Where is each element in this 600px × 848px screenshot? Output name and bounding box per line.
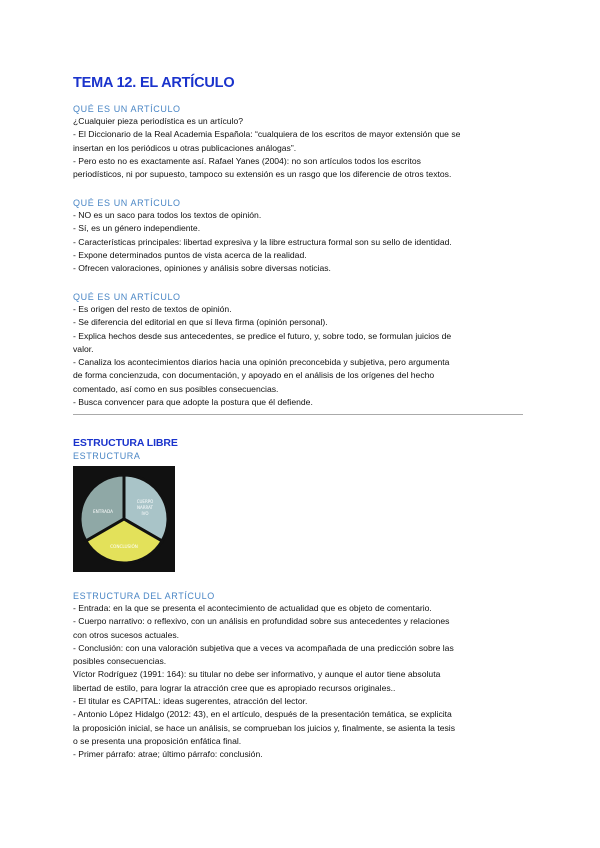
section-line: - Canaliza los acontecimientos diarios hacia una opinión preconcebida y subjetiva, pero argumenta [73, 357, 450, 368]
section-que-es-1 [73, 103, 533, 181]
section-heading: QUÉ ES UN ARTÍCULO [73, 198, 181, 208]
section-line: - Antonio López Hidalgo (2012: 43), en el artículo, después de la presentación temática, se explicita [73, 709, 452, 720]
section-line: con otros sucesos actuales. [73, 629, 180, 640]
section-line: Víctor Rodríguez (1991: 164): su titular no debe ser informativo, y aunque el autor tiene absoluta [73, 669, 441, 680]
structure-subtitle: ESTRUCTURA [73, 451, 141, 461]
diagram-label-entrada: ENTRADA [93, 509, 113, 514]
section-divider [73, 414, 523, 415]
section-line: libertad de estilo, para lograr la atracción cree que es apropiado recursos originales.. [73, 682, 396, 693]
section-heading: ESTRUCTURA DEL ARTÍCULO [73, 591, 215, 601]
section-que-es-2 [73, 197, 533, 275]
section-line: - Se diferencia del editorial en que sí lleva firma (opinión personal). [73, 317, 328, 328]
section-heading: QUÉ ES UN ARTÍCULO [73, 292, 181, 302]
section-line: periodísticos, ni por supuesto, tampoco su extensión es un rasgo que los diferencie de otros textos. [73, 169, 452, 180]
section-line: - NO es un saco para todos los textos de opinión. [73, 210, 262, 220]
section-line: insertan en los periódicos u otras publicaciones análogas”. [73, 142, 297, 153]
section-line: valor. [73, 343, 94, 354]
section-line: - Explica hechos desde sus antecedentes, se predice el futuro, y, sobre todo, se formulan juicios de [73, 330, 452, 341]
section-line: - El titular es CAPITAL: ideas sugerentes, atracción del lector. [73, 696, 308, 707]
section-line: ¿Cualquier pieza periodística es un artículo? [73, 116, 244, 126]
section-que-es-3 [73, 291, 533, 409]
structure-title: ESTRUCTURA LIBRE [73, 437, 178, 449]
structure-pie-diagram [73, 466, 175, 572]
section-line: posibles consecuencias. [73, 656, 167, 667]
section-line: - El Diccionario de la Real Academia Española: “cualquiera de los escritos de mayor extensión que se [73, 129, 461, 140]
section-line: - Primer párrafo: atrae; último párrafo: conclusión. [73, 749, 263, 760]
section-line: comentado, así como en sus posibles consecuencias. [73, 383, 279, 394]
diagram-label-cuerpo-1: CUERPO [136, 499, 154, 504]
diagram-label-cuerpo-2: NARRAT [137, 505, 153, 510]
diagram-label-cuerpo-3: IVO [141, 511, 149, 516]
section-line: - Sí, es un género independiente. [73, 223, 201, 234]
section-line: la proposición inicial, se hace un análisis, se comprueban los juicios y, finalmente, se asienta la tesis [73, 722, 455, 733]
section-line: - Expone determinados puntos de vista acerca de la realidad. [73, 249, 307, 260]
section-line: - Conclusión: con una valoración subjetiva que a veces va acompañada de una predicción sobre las [73, 642, 454, 653]
diagram-label-conclusion: CONCLUSIÓN [110, 544, 138, 549]
page-title: TEMA 12. EL ARTÍCULO [73, 75, 235, 91]
section-heading: QUÉ ES UN ARTÍCULO [73, 104, 181, 114]
section-line: - Cuerpo narrativo: o reflexivo, con un análisis en profundidad sobre sus antecedentes y relaciones [73, 616, 450, 627]
structure-diagram [73, 466, 175, 572]
section-line: - Busca convencer para que adopte la postura que él defiende. [73, 397, 313, 408]
section-line: - Ofrecen valoraciones, opiniones y análisis sobre diversas noticias. [73, 263, 331, 274]
section-line: - Es origen del resto de textos de opinión. [73, 304, 232, 314]
section-line: de forma concienzuda, con documentación, y apoyado en el análisis de los orígenes del hecho [73, 370, 435, 381]
section-line: - Características principales: libertad expresiva y la libre estructura formal son su sello de identidad. [73, 236, 452, 247]
section-line: - Pero esto no es exactamente así. Rafael Yanes (2004): no son artículos todos los escritos [73, 155, 421, 166]
section-line: - Entrada: en la que se presenta el acontecimiento de actualidad que es objeto de comentario. [73, 603, 432, 613]
section-estructura-articulo [73, 590, 533, 762]
section-line: o se presenta una proposición enfática final. [73, 735, 242, 746]
